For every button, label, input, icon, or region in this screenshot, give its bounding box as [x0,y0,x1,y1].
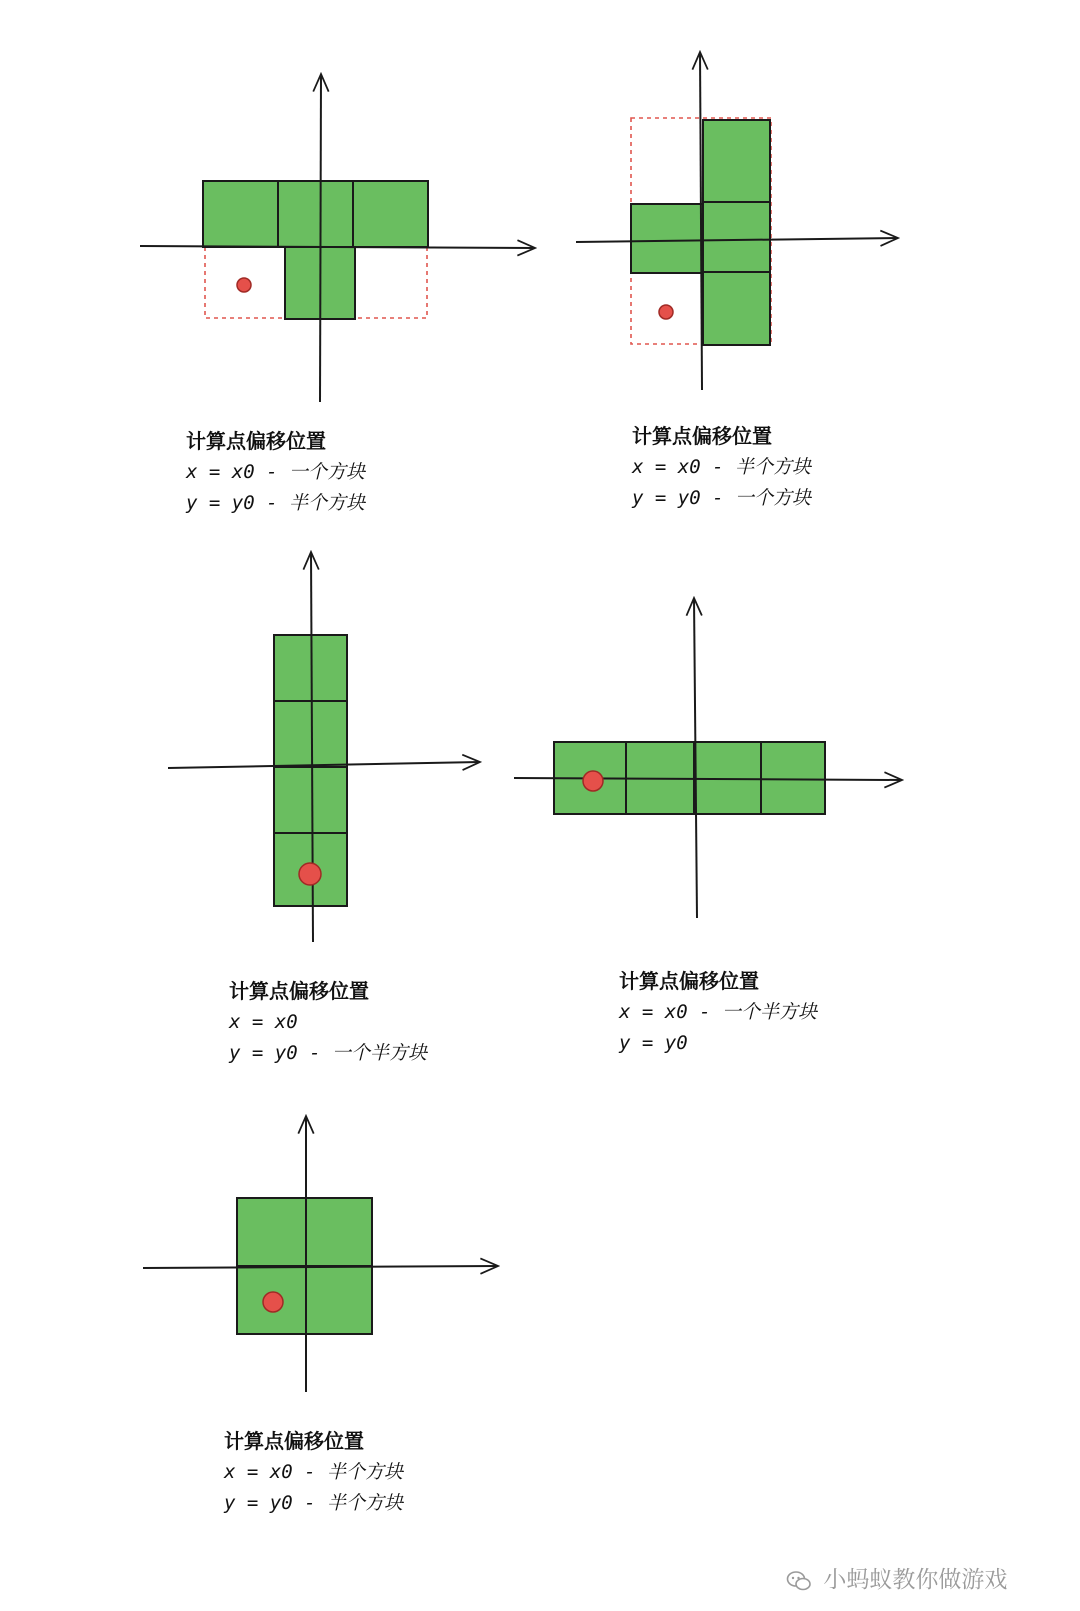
block [761,742,825,814]
caption-title: 计算点偏移位置 [229,979,369,1003]
caption-t-shape-rotated [632,421,811,514]
caption-title: 计算点偏移位置 [186,429,326,453]
caption-i-vertical [229,976,427,1069]
caption-y-formula: y = y0 - 半个方块 [224,1492,403,1514]
offset-point [659,305,673,319]
panel-i-vertical [168,552,480,942]
block [306,1198,372,1266]
caption-x-formula: x = x0 - 半个方块 [632,456,811,478]
caption-title: 计算点偏移位置 [224,1429,364,1453]
y-axis [320,74,321,402]
watermark-text: 小蚂蚁教你做游戏 [823,1567,1008,1593]
y-axis [700,52,702,390]
panel-i-horizontal [514,598,902,918]
caption-title: 计算点偏移位置 [632,424,772,448]
caption-i-horizontal [619,966,817,1059]
caption-x-formula: x = x0 - 一个半方块 [619,1001,817,1023]
watermark [786,1561,1007,1594]
block [274,701,347,767]
wechat-icon [786,1570,812,1592]
caption-t-shape [186,426,365,519]
caption-y-formula: y = y0 - 半个方块 [186,492,365,514]
block [703,272,770,345]
block [703,120,770,202]
offset-point [237,278,251,292]
caption-x-formula: x = x0 - 一个方块 [186,461,365,483]
panel-t-shape-rotated [576,52,898,390]
caption-x-formula: x = x0 - 半个方块 [224,1461,403,1483]
block [203,181,278,247]
offset-point [583,771,603,791]
block [703,202,770,272]
caption-y-formula: y = y0 - 一个半方块 [229,1042,427,1064]
block [278,181,353,247]
caption-y-formula: y = y0 - 一个方块 [632,487,811,509]
offset-point [299,863,321,885]
panel-o-square [143,1116,498,1392]
block [306,1266,372,1334]
x-axis [143,1266,498,1268]
caption-x-formula: x = x0 [229,1011,298,1033]
block [631,204,703,273]
x-axis [140,246,535,248]
caption-y-formula: y = y0 [619,1032,688,1054]
caption-title: 计算点偏移位置 [619,969,759,993]
offset-point [263,1292,283,1312]
block [274,767,347,833]
caption-o-square [224,1426,403,1519]
block [237,1198,306,1266]
panel-t-shape [140,74,535,402]
block [353,181,428,247]
